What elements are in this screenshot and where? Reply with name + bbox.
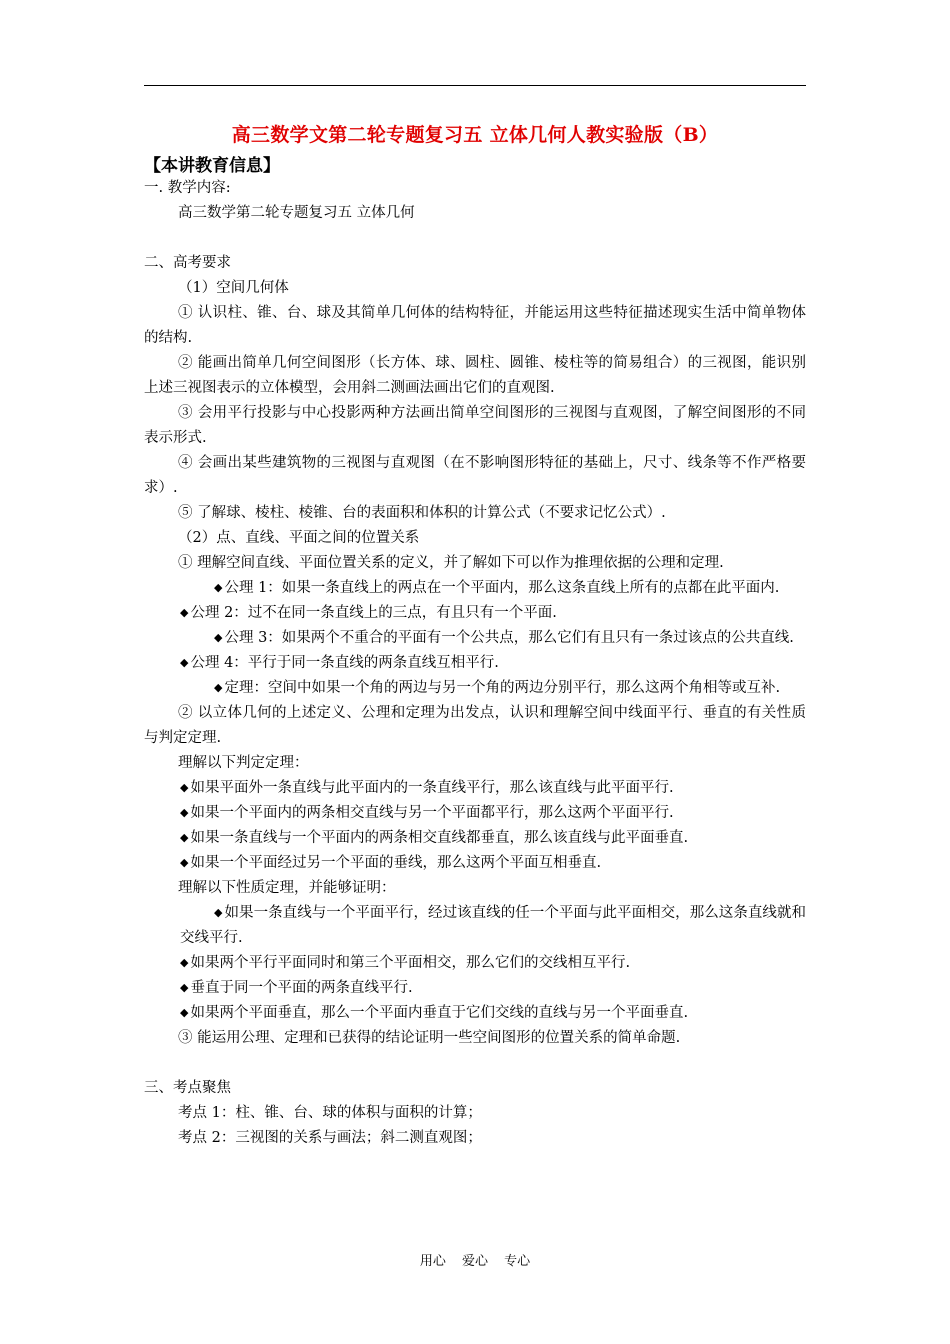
header-rule [144, 85, 806, 86]
diamond-bullet-icon [214, 680, 224, 696]
diamond-bullet-icon [214, 905, 225, 921]
requirement-item: ④ 会画出某些建筑物的三视图与直观图（在不影响图形特征的基础上，尺寸、线条等不作严格要求）. [144, 455, 806, 496]
diamond-bullet-icon [180, 855, 190, 871]
diamond-bullet-icon [180, 955, 190, 971]
axiom-item: ◆ 公理 2：过不在同一条直线上的三点，有且只有一个平面. [144, 601, 806, 626]
judgement-label: 理解以下判定定理： [178, 755, 309, 771]
requirement-item: ③ 能运用公理、定理和已获得的结论证明一些空间图形的位置关系的简单命题. [178, 1030, 681, 1046]
document-title: 高三数学文第二轮专题复习五 立体几何人教实验版（B） [231, 124, 719, 146]
requirement-item: ③ 会用平行投影与中心投影两种方法画出简单空间图形的三视图与直观图，了解空间图形的不同表示形式. [144, 405, 806, 446]
section-1-label: 一. 教学内容: [144, 180, 231, 196]
theorem-item: ◆ 垂直于同一个平面的两条直线平行. [144, 976, 806, 1001]
spacer [144, 1051, 806, 1076]
theorem-item: ◆ 如果平面外一条直线与此平面内的一条直线平行，那么该直线与此平面平行. [144, 776, 806, 801]
diamond-bullet-icon [180, 1005, 190, 1021]
section-2-label: 二、高考要求 [144, 255, 231, 271]
axiom-item: ◆ 定理：空间中如果一个角的两边与另一个角的两边分别平行，那么这两个角相等或互补. [144, 676, 806, 701]
property-label: 理解以下性质定理，并能够证明： [178, 880, 396, 896]
theorem-item: ◆ 如果两个平行平面同时和第三个平面相交，那么它们的交线相互平行. [144, 951, 806, 976]
spacer [144, 226, 806, 251]
theorem-item: ◆ 如果一条直线与一个平面平行，经过该直线的任一个平面与此平面相交，那么这条直线就和交线平行. [144, 901, 806, 951]
theorem-item: ◆ 如果一条直线与一个平面内的两条相交直线都垂直，那么该直线与此平面垂直. [144, 826, 806, 851]
diamond-bullet-icon [180, 780, 190, 796]
requirement-item: ② 能画出简单几何空间图形（长方体、球、圆柱、圆锥、棱柱等的简易组合）的三视图，能识别上述三视图表示的立体模型，会用斜二测画法画出它们的直观图. [144, 355, 806, 396]
theorem-item: ◆ 如果一个平面经过另一个平面的垂线，那么这两个平面互相垂直. [144, 851, 806, 876]
theorem-item: ◆ 如果一个平面内的两条相交直线与另一个平面都平行，那么这两个平面平行. [144, 801, 806, 826]
exam-point-item: 考点 1：柱、锥、台、球的体积与面积的计算； [178, 1105, 482, 1121]
section-3-label: 三、考点聚焦 [144, 1080, 231, 1096]
requirement-item: ⑤ 了解球、棱柱、棱锥、台的表面积和体积的计算公式（不要求记忆公式）. [178, 505, 666, 521]
diamond-bullet-icon [214, 630, 224, 646]
requirement-item: ② 以立体几何的上述定义、公理和定理为出发点，认识和理解空间中线面平行、垂直的有关性质与判定定理. [144, 705, 806, 746]
document-body [144, 176, 806, 1151]
diamond-bullet-icon [180, 830, 190, 846]
diamond-bullet-icon [180, 980, 190, 996]
section-1-text: 高三数学第二轮专题复习五 立体几何 [178, 205, 415, 221]
requirement-item: ① 认识柱、锥、台、球及其简单几何体的结构特征，并能运用这些特征描述现实生活中简单物体的结构. [144, 305, 806, 346]
axiom-item: ◆ 公理 1：如果一条直线上的两点在一个平面内，那么这条直线上所有的点都在此平面内. [144, 576, 806, 601]
requirement-item: ① 理解空间直线、平面位置关系的定义，并了解如下可以作为推理依据的公理和定理. [178, 555, 724, 571]
diamond-bullet-icon [214, 580, 224, 596]
subsection-1-title: （1）空间几何体 [178, 280, 289, 296]
axiom-item: ◆ 公理 4：平行于同一条直线的两条直线互相平行. [144, 651, 806, 676]
theorem-item: ◆ 如果两个平面垂直，那么一个平面内垂直于它们交线的直线与另一个平面垂直. [144, 1001, 806, 1026]
page-footer: 用心 爱心 专心 [419, 1254, 531, 1269]
diamond-bullet-icon [180, 805, 190, 821]
diamond-bullet-icon [180, 655, 190, 671]
diamond-bullet-icon [180, 605, 190, 621]
exam-point-item: 考点 2：三视图的关系与画法；斜二测直观图； [178, 1130, 482, 1146]
subsection-2-title: （2）点、直线、平面之间的位置关系 [178, 530, 420, 546]
section-heading: 【本讲教育信息】 [144, 156, 280, 176]
axiom-item: ◆ 公理 3：如果两个不重合的平面有一个公共点，那么它们有且只有一条过该点的公共直线. [144, 626, 806, 651]
